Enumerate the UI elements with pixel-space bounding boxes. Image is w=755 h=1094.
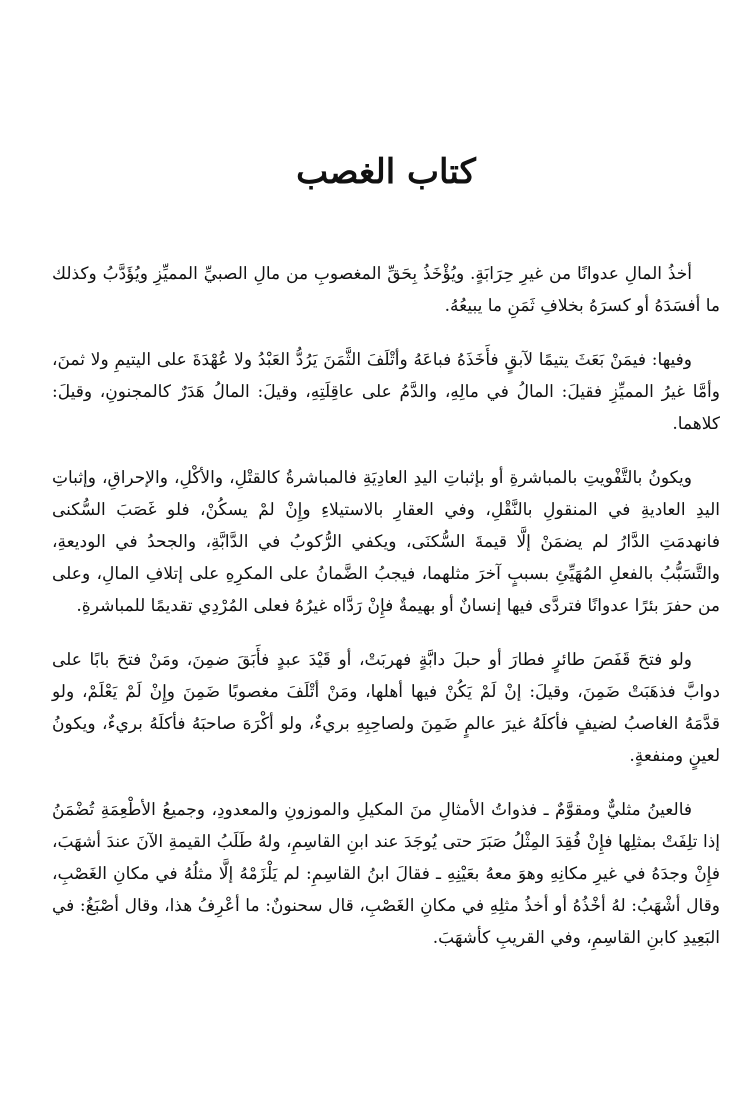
paragraph-opening-cage: ولو فتحَ قَفَصَ طائرٍ فطارَ أو حبلَ دابَّةٍ فهربَتْ، أو قَيْدَ عبدٍ فأَبَقَ ضمِنَ، ومَنْ فتحَ بابًا على دوابَّ فذهَبَتْ ضَمِنَ، وقيلَ: إنْ لَمْ يَكُنْ فيها أهلها، ومَنْ أتْلَفَ مغصوبًا ضَمِنَ وإِنْ لَمْ يَعْلَمْ، ولو قدَّمَهُ الغاصبُ لضيفٍ فأكلَهُ غيرَ عالمٍ ضَمِنَ ولصاحِبِهِ بريءٌ، ولو أكْرَهَ صاحبَهُ فأكلَهُ بريءٌ، ويكونُ لعينٍ ومنفعةٍ. — [52, 650, 720, 766]
paragraph-means-of-usurpation: ويكونُ بالتَّفْويتِ بالمباشرةِ أو بإثباتِ اليدِ العادِيَةِ فالمباشرةُ كالقتْلِ، والأكْلِ، والإحراقِ، وإثباتِ اليدِ العاديةِ في المنقولِ بالنَّقْلِ، وفي العقارِ بالاستيلاءِ وإِنْ لمْ يسكُنْ، فلو غَصَبَ السُّكنى فانهدمَتِ الدَّارُ لم يضمَنْ إلَّا قيمةَ السُّكنَى، ويكفي الرُّكوبُ في الدَّابَّةِ، والجحدُ في الوديعةِ، والتَّسَبُّبُ بالفعلِ المُهَيِّئِ بسببٍ آخرَ مثلهما، فيجبُ الضَّمانُ على المكرِهِ على إتلافِ المالِ، وعلى من حفرَ بئرًا عدوانًا فتردَّى فيها إنسانٌ أو بهيمةٌ فإِنْ رَدَّاه غيرُهُ فعلى المُرْدِي تقديمًا للمباشرةِ. — [52, 468, 720, 616]
book-page — [52, 0, 720, 1094]
body-text — [52, 258, 720, 976]
paragraph-fungible-goods: فالعينُ مثليٌّ ومقوَّمٌ ـ فذواتُ الأمثالِ منَ المكيلِ والموزونِ والمعدودِ، وجميعُ الأطْعِمَةِ تُضْمَنُ إذا تلِفَتْ بمثلِها فإِنْ فُقِدَ المِثْلُ صَبَرَ حتى يُوجَدَ عند ابنِ القاسِمِ، ولهُ طَلَبُ القيمةِ الآنَ عندَ أشهَبَ، فإِنْ وجدَهُ في غيرِ مكانِهِ وهوَ معهُ بعَيْنِهِ ـ فقالَ ابنُ القاسِمِ: لم يَلْزَمْهُ إلَّا مثلُهُ في مكانِ الغَصْبِ، وقال أشْهَبُ: لهُ أخْذُهُ أو أخذُ مثلِهِ في مكانِ الغَصْبِ، قال سحنونٌ: ما أعْرِفُ هذا، وقال أصْبَغُ: في البَعِيدِ كابنِ القاسِمِ، وفي القريبِ كأشهَبَ. — [52, 800, 720, 948]
chapter-title: كتاب الغصب — [296, 152, 476, 192]
paragraph-definition: أخذُ المالِ عدوانًا من غيرِ حِرَابَةٍ. ويُؤْخَذُ بِحَقِّ المغصوبِ من مالِ الصبيِّ المميِّزِ ويُؤَدَّبُ وكذلك ما أفسَدَهُ أو كسرَهُ بخلافِ ثَمَنِ ما يبيعُهُ. — [52, 264, 720, 316]
paragraph-orphan-case: وفيها: فيمَنْ بَعَثَ يتيمًا لآبقٍ فأَخَذَهُ فباعَهُ وأتْلَفَ الثَّمَنَ يَرُدُّ العَبْدُ ولا عُهْدَةَ على اليتيمِ ولا ثمنَ، وأمَّا غيرُ المميِّزِ فقيلَ: المالُ في مالِهِ، والدَّمُ على عاقِلَتِهِ، وقيلَ: المالُ هَدَرٌ كالمجنونِ، وقيلَ: كلاهما. — [52, 350, 720, 434]
